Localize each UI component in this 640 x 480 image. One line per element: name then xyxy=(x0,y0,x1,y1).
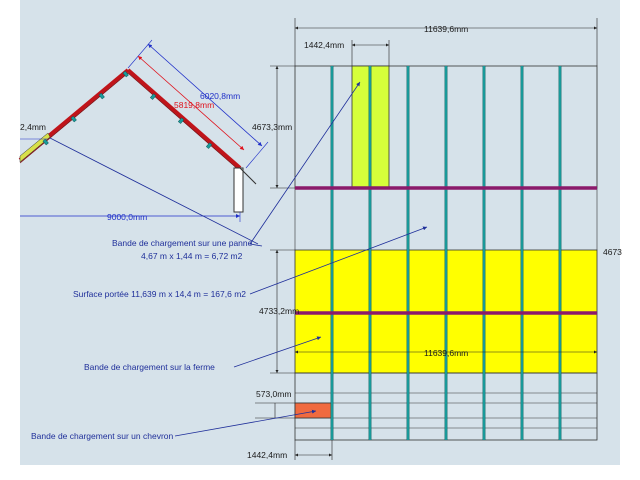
dim-purlin-band-height: 4673,3mm xyxy=(252,122,293,132)
dim-truss-band-width: 11639,6mm xyxy=(424,348,469,358)
roof-wall-post xyxy=(234,168,243,212)
dim-span: 9000,0mm xyxy=(107,212,148,222)
note-purlin-line2: 4,67 m x 1,44 m = 6,72 m2 xyxy=(141,251,243,261)
dim-slope-inner: 5819,8mm xyxy=(174,100,215,110)
dim-slope-total: 6020,8mm xyxy=(200,91,241,101)
dim-bottom-rafter-spacing: 1442,4mm xyxy=(247,450,288,460)
dim-right-partial: 4673 xyxy=(603,247,622,257)
rafter-load-band[interactable] xyxy=(295,403,332,418)
note-surface: Surface portée 11,639 m x 14,4 m = 167,6 m2 xyxy=(73,289,247,299)
dim-rafter-spacing: 1442,4mm xyxy=(304,40,345,50)
note-purlin-line1: Bande de chargement sur une panne xyxy=(112,238,253,248)
dim-top-width: 11639,6mm xyxy=(424,24,469,34)
dim-rafter-band-height: 573,0mm xyxy=(256,389,292,399)
dim-truss-band-height: 4733,2mm xyxy=(259,306,300,316)
canvas-background xyxy=(20,0,620,465)
note-truss: Bande de chargement sur la ferme xyxy=(84,362,215,372)
note-rafter: Bande de chargement sur un chevron xyxy=(31,431,174,441)
dim-overhang-partial: 2,4mm xyxy=(20,122,46,132)
